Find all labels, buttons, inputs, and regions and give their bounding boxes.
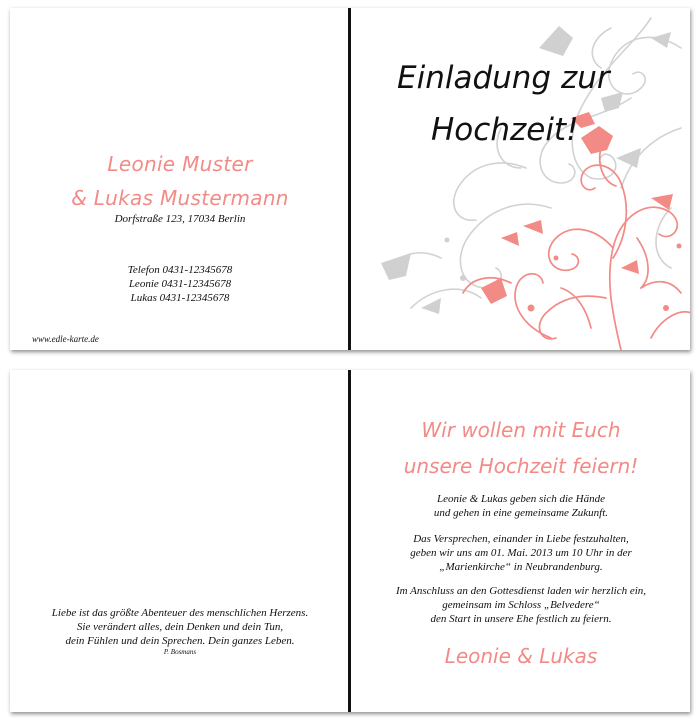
fold-line [348, 370, 351, 712]
phone-line: Lukas 0431-12345678 [130, 292, 230, 304]
paragraph-line: „Marienkirche“ in Neubrandenburg. [439, 561, 603, 573]
phone-list [10, 263, 350, 305]
paragraph-ceremony [351, 532, 690, 574]
quote-author: P. Bosmans [163, 648, 197, 656]
paragraph-couple [351, 492, 690, 520]
paragraph-line: gemeinsam im Schloss „Belvedere“ [442, 599, 600, 611]
inside-right-panel [351, 370, 690, 712]
quote-block [10, 606, 350, 657]
invitation-headline-line2: unsere Hochzeit feiern! [403, 454, 639, 478]
couple-names-line2: & Lukas Mustermann [71, 186, 289, 210]
front-cover-panel [351, 8, 690, 350]
invitation-headline-line1: Wir wollen mit Euch [421, 418, 621, 442]
paragraph-line: Leonie & Lukas geben sich die Hände [436, 493, 606, 505]
quote-line: Sie verändert alles, dein Denken und dein Tun, [76, 621, 284, 633]
fold-line [348, 8, 351, 350]
couple-names-line1: Leonie Muster [107, 152, 253, 176]
website-text: www.edle-karte.de [32, 334, 99, 344]
paragraph-line: und gehen in eine gemeinsame Zukunft. [433, 507, 609, 519]
paragraph-line: Im Anschluss an den Gottesdienst laden wir herzlich ein, [395, 585, 647, 597]
phone-line: Leonie 0431-12345678 [128, 278, 232, 290]
quote-line: dein Fühlen und dein Sprechen. Dein ganzes Leben. [65, 635, 295, 647]
quote-line: Liebe ist das größte Abenteuer des menschlichen Herzens. [51, 607, 309, 619]
invitation-title-line1: Einladung zur [397, 60, 610, 96]
invitation-title-line2: Hochzeit! [431, 112, 579, 148]
phone-line: Telefon 0431-12345678 [127, 264, 233, 276]
paragraph-line: den Start in unsere Ehe festlich zu feiern. [430, 613, 612, 625]
signature-names: Leonie & Lukas [444, 644, 598, 668]
address-text: Dorfstraße 123, 17034 Berlin [114, 213, 246, 225]
card-inside-sheet [10, 370, 690, 712]
paragraph-reception [351, 584, 690, 626]
inside-left-panel [10, 370, 350, 712]
paragraph-line: Das Versprechen, einander in Liebe festzuhalten, [413, 533, 629, 545]
paragraph-line: geben wir uns am 01. Mai. 2013 um 10 Uhr in der [410, 547, 632, 559]
card-outside-sheet [10, 8, 690, 350]
back-cover-panel [10, 8, 350, 350]
